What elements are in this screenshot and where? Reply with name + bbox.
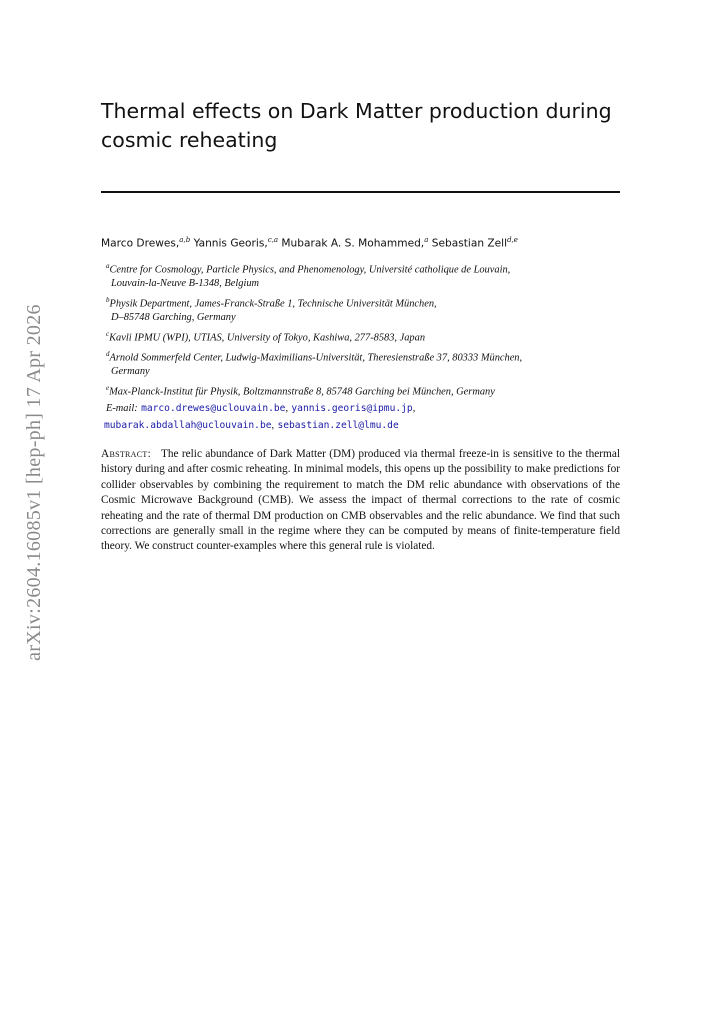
affiliation-text: Max-Planck-Institut für Physik, Boltzmannstraße 8, 85748 Garching bei München, Germany — [109, 386, 495, 398]
affiliation — [106, 328, 636, 345]
affiliation-text-cont: D–85748 Garching, Germany — [111, 311, 236, 323]
author-affil-mark: c,a — [267, 236, 279, 244]
author-affil-mark: a,b — [179, 236, 191, 244]
affiliation-mark: e — [106, 383, 110, 392]
author-name: Sebastian Zell — [431, 237, 508, 250]
affiliation — [106, 260, 636, 291]
email-link[interactable]: mubarak.abdallah@uclouvain.be — [104, 420, 272, 431]
affiliation-text: Arnold Sommerfeld Center, Ludwig-Maximilians-Universität, Theresienstraße 37, 80333 München, — [109, 352, 523, 364]
email-block: E-mail: marco.drewes@uclouvain.be, yannis.georis@ipmu.jp, mubarak.abdallah@uclouvain.be, sebastian.zell@lmu.de — [104, 403, 416, 431]
author-list — [101, 236, 641, 250]
arxiv-identifier: arXiv:2604.16085v1 [hep-ph] 17 Apr 2026 — [22, 303, 45, 661]
abstract-text: The relic abundance of Dark Matter (DM) produced via thermal freeze-in is sensitive to the thermal history during and after cosmic reheating. In minimal models, this opens up the possibility to make predictions for collider observables by combining the requirement to match the DM relic abundance with observations of the Cosmic Microwave Background (CMB). We assess the impact of thermal corrections to the rate of cosmic reheating and the rate of thermal DM production on CMB observables and the relic abundance. We find that such corrections are generally small in the regime where they can be computed by means of finite-temperature field theory. We construct counter-examples where this general rule is violated. — [101, 448, 620, 553]
affiliation — [106, 382, 636, 399]
affiliation-text: Physik Department, James-Franck-Straße 1, Technische Universität München, — [109, 298, 437, 310]
affiliation-text: Centre for Cosmology, Particle Physics, and Phenomenology, Université catholique de Louvain, — [109, 264, 511, 276]
title-rule — [101, 191, 620, 193]
paper-title: Thermal effects on Dark Matter production during cosmic reheating — [101, 99, 612, 152]
email-link[interactable]: yannis.georis@ipmu.jp — [291, 403, 413, 414]
affiliation — [106, 294, 636, 325]
affiliation-mark: c — [106, 329, 110, 338]
email-link[interactable]: marco.drewes@uclouvain.be — [141, 403, 286, 414]
author-affil-mark: a — [424, 236, 429, 244]
affiliation-text-cont: Louvain-la-Neuve B-1348, Belgium — [111, 278, 260, 290]
affiliation-mark: b — [106, 295, 110, 304]
author-name: Yannis Georis, — [193, 237, 268, 250]
affiliation-list — [106, 260, 636, 402]
affiliation-text: Kavli IPMU (WPI), UTIAS, University of Tokyo, Kashiwa, 277-8583, Japan — [109, 332, 426, 344]
author-affil-mark: d,e — [507, 236, 518, 244]
email-link[interactable]: sebastian.zell@lmu.de — [277, 420, 399, 431]
abstract — [101, 447, 620, 555]
affiliation-mark: d — [106, 349, 110, 358]
affiliation — [106, 348, 636, 379]
affiliation-text-cont: Germany — [111, 366, 150, 377]
abstract-heading: Abstract: — [101, 448, 152, 460]
arxiv-sidebar — [22, 294, 46, 670]
email-label: E-mail: — [106, 403, 138, 414]
author-name: Marco Drewes, — [101, 237, 180, 250]
author-name: Mubarak A. S. Mohammed, — [281, 237, 425, 250]
affiliation-mark: a — [106, 262, 110, 270]
